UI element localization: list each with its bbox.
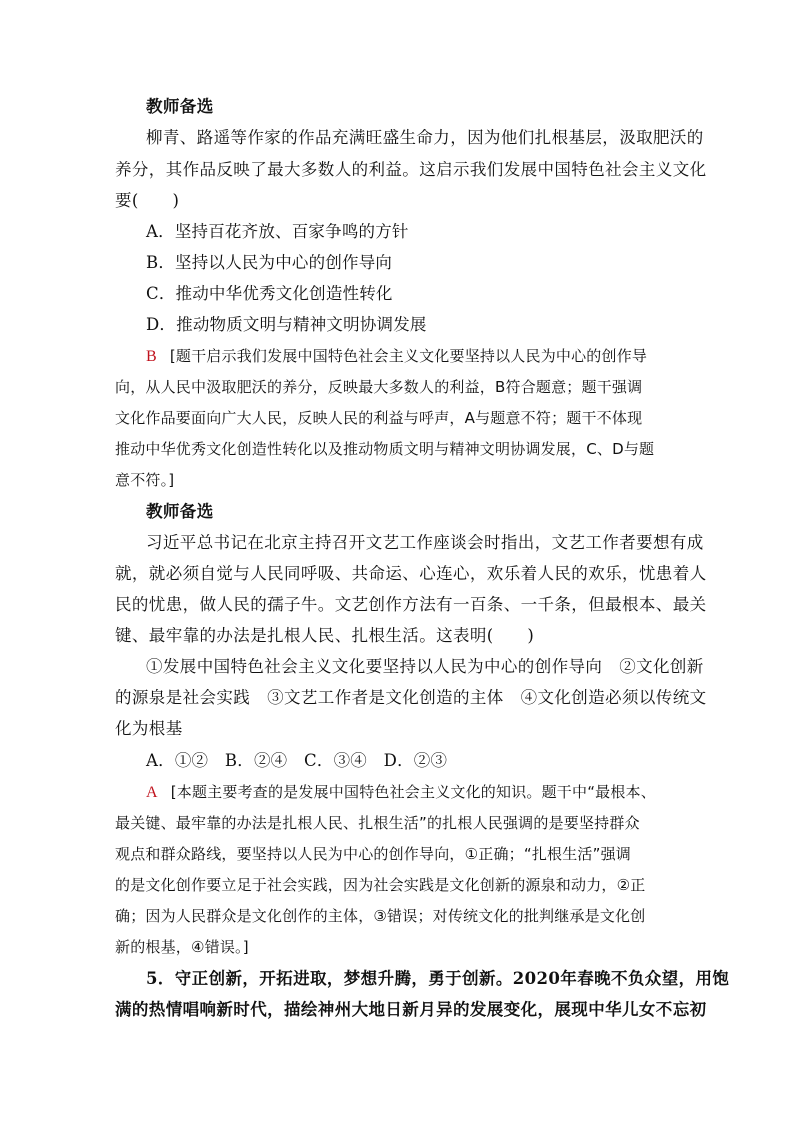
answer-explanation-line: 向，从人民中汲取肥沃的养分，反映最大多数人的利益，B符合题意；题干强调 — [115, 378, 643, 396]
statement-line: 的源泉是社会实践 ③文艺工作者是文化创造的主体 ④文化创造必须以传统文 — [115, 688, 707, 707]
answer-explanation-line — [146, 782, 716, 803]
teacher-supplement-header: 教师备选 — [146, 502, 214, 521]
question-stem-line: 习近平总书记在北京主持召开文艺工作座谈会时指出，文艺工作者要想有成 — [146, 533, 704, 552]
answer-explanation-line: 的是文化创作要立足于社会实践，因为社会实践是文化创新的源泉和动力，②正 — [115, 876, 646, 894]
question-stem-line: 要( ) — [115, 191, 180, 210]
answer-explanation-line — [146, 346, 716, 367]
statement-line: 化为根基 — [115, 719, 183, 738]
question-stem-line: 5．守正创新，开拓进取，梦想升腾，勇于创新。2020年春晚不负众望，用饱 — [146, 969, 730, 988]
question-stem-line: 键、最牢靠的办法是扎根人民、扎根生活。这表明( ) — [115, 626, 535, 645]
option-a: A．坚持百花齐放、百家争鸣的方针 — [146, 222, 409, 241]
teacher-supplement-header: 教师备选 — [146, 97, 214, 116]
explanation-text: [本题主要考查的是发展中国特色社会主义文化的知识。题干中“最根本、 — [170, 783, 656, 801]
statement-line: ①发展中国特色社会主义文化要坚持以人民为中心的创作导向 ②文化创新 — [146, 657, 704, 676]
answer-explanation-line: 观点和群众路线，要坚持以人民为中心的创作导向，①正确；“扎根生活”强调 — [115, 845, 631, 863]
answer-explanation-line: 意不符。] — [115, 471, 175, 489]
answer-explanation-line: 确；因为人民群众是文化创作的主体，③错误；对传统文化的批判继承是文化创 — [115, 907, 646, 925]
question-stem-line: 满的热情唱响新时代，描绘神州大地日新月异的发展变化，展现中华儿女不忘初 — [115, 1000, 707, 1019]
answer-explanation-line: 最关键、最牢靠的办法是扎根人民、扎根生活”的扎根人民强调的是要坚持群众 — [115, 814, 640, 832]
answer-letter: A — [146, 784, 158, 801]
answer-explanation-line: 新的根基，④错误。] — [115, 938, 249, 956]
answer-explanation-line: 文化作品要面向广大人民，反映人民的利益与呼声，A与题意不符；题干不体现 — [115, 409, 643, 427]
question-stem-line: 民的忧患，做人民的孺子牛。文艺创作方法有一百条、一千条，但最根本、最关 — [115, 595, 707, 614]
answer-explanation-line: 推动中华优秀文化创造性转化以及推动物质文明与精神文明协调发展，C、D与题 — [115, 440, 655, 458]
option-c: C．推动中华优秀文化创造性转化 — [146, 284, 393, 303]
option-d: D．推动物质文明与精神文明协调发展 — [146, 315, 427, 334]
question-stem-line: 养分，其作品反映了最大多数人的利益。这启示我们发展中国特色社会主义文化 — [115, 160, 707, 179]
options-line: A．①② B．②④ C．③④ D．②③ — [146, 751, 448, 770]
explanation-text: [题干启示我们发展中国特色社会主义文化要坚持以人民为中心的创作导 — [169, 347, 648, 365]
answer-letter: B — [146, 348, 157, 365]
option-b: B．坚持以人民为中心的创作导向 — [146, 253, 393, 272]
question-stem-line: 就，就必须自觉与人民同呼吸、共命运、心连心，欢乐着人民的欢乐，忧患着人 — [115, 564, 707, 583]
question-stem-line: 柳青、路遥等作家的作品充满旺盛生命力，因为他们扎根基层，汲取肥沃的 — [146, 128, 704, 147]
